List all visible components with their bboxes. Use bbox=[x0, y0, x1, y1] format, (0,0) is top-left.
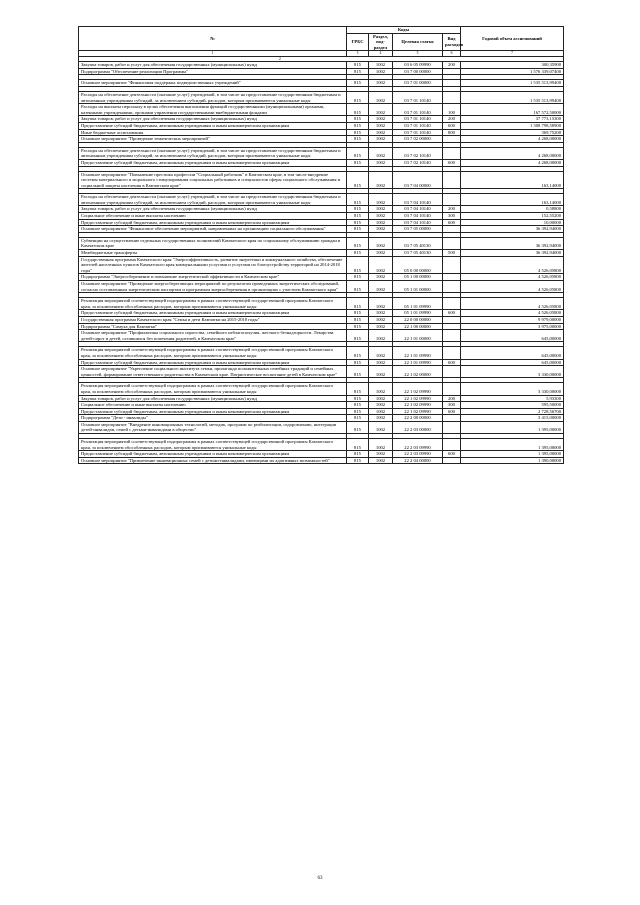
row-expense-type bbox=[443, 281, 461, 293]
row-amount: 152,55200 bbox=[461, 213, 564, 220]
table-row bbox=[79, 104, 564, 116]
row-grbs: 815 bbox=[347, 171, 369, 189]
row-target-article: 22 1 01 00000 bbox=[393, 330, 443, 342]
row-grbs: 815 bbox=[347, 402, 369, 409]
row-name: Подпрограмма "Обеспечение реализации Программы" bbox=[79, 68, 347, 75]
row-section: 1002 bbox=[369, 330, 393, 342]
row-amount: 369,75200 bbox=[461, 129, 564, 136]
table-row bbox=[79, 359, 564, 366]
row-target-article: 05 1 01 00000 bbox=[393, 281, 443, 293]
row-expense-type: 600 bbox=[443, 451, 461, 458]
row-expense-type bbox=[443, 316, 461, 323]
row-amount: 36 392,94000 bbox=[461, 237, 564, 249]
row-expense-type bbox=[443, 298, 461, 310]
row-section: 1002 bbox=[369, 136, 393, 143]
row-name: Закупка товаров, работ и услуг для обеспечения государственных (муниципальных) нужд bbox=[79, 206, 347, 213]
row-expense-type: 600 bbox=[443, 310, 461, 317]
row-expense-type: 500 bbox=[443, 250, 461, 257]
row-grbs: 815 bbox=[347, 439, 369, 451]
row-amount: 2 728,56700 bbox=[461, 408, 564, 415]
row-grbs: 815 bbox=[347, 129, 369, 136]
row-grbs: 815 bbox=[347, 226, 369, 233]
row-section: 1002 bbox=[369, 256, 393, 274]
table-row bbox=[79, 366, 564, 378]
row-expense-type: 300 bbox=[443, 213, 461, 220]
row-name: Основное мероприятие "Внедрение инновационных технологий, методик, программ по реабилитации, оздоровлению, интеграции детей-инвалидов, семей с детьми-инвалидами в общество" bbox=[79, 421, 347, 433]
row-section: 1002 bbox=[369, 80, 393, 87]
row-amount: 4 268,00000 bbox=[461, 147, 564, 159]
header-grbs: ГРБС bbox=[347, 33, 369, 51]
row-target-article: 03 7 02 10140 bbox=[393, 147, 443, 159]
budget-table bbox=[78, 26, 564, 464]
row-section: 1002 bbox=[369, 451, 393, 458]
row-target-article: 03 7 02 10140 bbox=[393, 159, 443, 166]
row-expense-type: 200 bbox=[443, 206, 461, 213]
row-section: 1002 bbox=[369, 274, 393, 281]
row-grbs: 815 bbox=[347, 122, 369, 129]
table-row bbox=[79, 310, 564, 317]
row-target-article: 03 7 01 10140 bbox=[393, 116, 443, 123]
row-section: 1002 bbox=[369, 281, 393, 293]
row-grbs: 815 bbox=[347, 323, 369, 330]
row-grbs: 815 bbox=[347, 206, 369, 213]
row-target-article: 03 7 05 40130 bbox=[393, 237, 443, 249]
row-section: 1002 bbox=[369, 316, 393, 323]
table-row bbox=[79, 281, 564, 293]
row-grbs: 815 bbox=[347, 68, 369, 75]
row-section: 1002 bbox=[369, 226, 393, 233]
table-header bbox=[79, 27, 564, 62]
row-target-article: 05 1 01 09990 bbox=[393, 298, 443, 310]
table-row bbox=[79, 68, 564, 75]
table-row bbox=[79, 226, 564, 233]
row-expense-type bbox=[443, 421, 461, 433]
row-expense-type bbox=[443, 136, 461, 143]
header-target: Целевая статья bbox=[393, 33, 443, 51]
row-amount: 3 330,00000 bbox=[461, 366, 564, 378]
row-grbs: 815 bbox=[347, 359, 369, 366]
table-row bbox=[79, 219, 564, 226]
row-amount: 163,14000 bbox=[461, 194, 564, 206]
row-target-article: 03 7 02 00000 bbox=[393, 136, 443, 143]
row-name: Предоставление субсидий бюджетным, автономным учреждениям и иным некоммерческим организациям bbox=[79, 451, 347, 458]
header-index-5: 5 bbox=[393, 51, 443, 56]
header-number: № bbox=[79, 27, 347, 51]
row-name: Основное мероприятие "Укрепление социального института семьи, пропаганда положительных семейных традиций и семейных ценностей, формирование ответственного родительства в Камчатском крае. Патриотическое воспитание детей в Камчатском крае" bbox=[79, 366, 347, 378]
row-amount: 37 773,15300 bbox=[461, 116, 564, 123]
row-section: 1002 bbox=[369, 415, 393, 422]
row-grbs: 815 bbox=[347, 219, 369, 226]
row-amount: 4 268,00000 bbox=[461, 136, 564, 143]
row-expense-type bbox=[443, 330, 461, 342]
header-index-7: 7 bbox=[461, 51, 564, 56]
table-row bbox=[79, 62, 564, 69]
table-row bbox=[79, 237, 564, 249]
row-amount: 1 395,00000 bbox=[461, 451, 564, 458]
row-section: 1002 bbox=[369, 194, 393, 206]
row-name: Предоставление субсидий бюджетным, автономным учреждениям и иным некоммерческим организациям bbox=[79, 408, 347, 415]
row-name: Реализация мероприятий соответствующей подпрограммы в рамках соответствующей государственной программы Камчатского края, за исключением обособленных расходов, которым присваиваются уникальные коды bbox=[79, 347, 347, 359]
row-name: Основное мероприятие "Проведение энергосберегающих мероприятий по результатам проведенных энергетических обследований, согласно составленным энергетическим паспортам и программам энергосбережения в организациях с участием Камчатского края" bbox=[79, 281, 347, 293]
table-row bbox=[79, 136, 564, 143]
row-name: Предоставление субсидий бюджетным, автономным учреждениям и иным некоммерческим организациям bbox=[79, 359, 347, 366]
row-target-article: 22 1 02 09990 bbox=[393, 383, 443, 395]
table-row bbox=[79, 347, 564, 359]
row-name: Подпрограмма "Самуха для Камчатки" bbox=[79, 323, 347, 330]
row-amount: 5,93300 bbox=[461, 395, 564, 402]
row-expense-type bbox=[443, 323, 461, 330]
table-row bbox=[79, 213, 564, 220]
row-expense-type: 300 bbox=[443, 402, 461, 409]
row-grbs: 815 bbox=[347, 250, 369, 257]
row-expense-type bbox=[443, 171, 461, 189]
row-target-article: 22 1 02 09990 bbox=[393, 402, 443, 409]
row-grbs: 815 bbox=[347, 383, 369, 395]
row-amount: 1 576 339,07400 bbox=[461, 68, 564, 75]
row-name: Социальное обеспечение и иные выплаты населению bbox=[79, 402, 347, 409]
row-section: 1002 bbox=[369, 366, 393, 378]
row-grbs: 815 bbox=[347, 91, 369, 103]
row-expense-type bbox=[443, 383, 461, 395]
page-number: 63 bbox=[317, 876, 323, 881]
row-grbs: 815 bbox=[347, 274, 369, 281]
row-grbs: 815 bbox=[347, 194, 369, 206]
row-section: 1002 bbox=[369, 104, 393, 116]
row-name: Основное мероприятие "Повышение престижа профессии "Социальный работник" в Камчатском крае, в том числе внедрение системы материального и морального стимулирования социальных работников и специалистов сферы социального обслуживания и социальной защиты населения в Камчатском крае" bbox=[79, 171, 347, 189]
row-name: Иные бюджетные ассигнования bbox=[79, 129, 347, 136]
table-row bbox=[79, 421, 564, 433]
table-row bbox=[79, 415, 564, 422]
row-section: 1002 bbox=[369, 147, 393, 159]
row-name: Основное мероприятие "Финансовое обеспечение мероприятий, направленных на организацию социального обслуживания" bbox=[79, 226, 347, 233]
row-target-article: 03 7 04 00000 bbox=[393, 171, 443, 189]
row-expense-type bbox=[443, 91, 461, 103]
row-amount: 3 415,00000 bbox=[461, 415, 564, 422]
table-row bbox=[79, 80, 564, 87]
row-expense-type bbox=[443, 147, 461, 159]
row-section: 1002 bbox=[369, 298, 393, 310]
row-expense-type: 200 bbox=[443, 62, 461, 69]
row-name: Реализация мероприятий соответствующей подпрограммы в рамках соответствующей государственной программы Камчатского края, за исключением обособленных расходов, которым присваиваются уникальные коды bbox=[79, 298, 347, 310]
table-row bbox=[79, 451, 564, 458]
row-target-article: 22 1 01 09990 bbox=[393, 359, 443, 366]
row-amount: 4 526,05800 bbox=[461, 274, 564, 281]
row-name: Межбюджетные трансферты bbox=[79, 250, 347, 257]
row-name: Закупка товаров, работ и услуг для обеспечения государственных (муниципальных) нужд bbox=[79, 116, 347, 123]
row-section: 1002 bbox=[369, 116, 393, 123]
row-target-article: 05 1 01 09990 bbox=[393, 310, 443, 317]
row-target-article: 22 2 03 09990 bbox=[393, 451, 443, 458]
row-target-article: 03 7 01 00000 bbox=[393, 80, 443, 87]
header-index-6: 6 bbox=[443, 51, 461, 56]
row-expense-type bbox=[443, 366, 461, 378]
table-row bbox=[79, 323, 564, 330]
row-target-article: 03 7 01 10140 bbox=[393, 104, 443, 116]
row-grbs: 815 bbox=[347, 408, 369, 415]
row-section: 1002 bbox=[369, 129, 393, 136]
row-grbs: 815 bbox=[347, 237, 369, 249]
row-expense-type bbox=[443, 347, 461, 359]
table-row bbox=[79, 116, 564, 123]
row-target-article: 03 7 04 10140 bbox=[393, 194, 443, 206]
row-target-article: 03 7 00 00000 bbox=[393, 68, 443, 75]
row-amount: 10,00000 bbox=[461, 219, 564, 226]
table-row bbox=[79, 395, 564, 402]
row-grbs: 815 bbox=[347, 415, 369, 422]
row-name: Расходы на обеспечение деятельности (оказание услуг) учреждений, в том числе на предоставление государственным бюджетным и автономным учреждениям субсидий, за исключением субсидий, расходов, которым присваиваются уникальные коды bbox=[79, 194, 347, 206]
row-name: Субвенции на осуществление отдельных государственных полномочий Камчатского края по социальному обслуживанию граждан в Камчатском крае bbox=[79, 237, 347, 249]
row-section: 1002 bbox=[369, 68, 393, 75]
row-target-article: 03 7 01 10140 bbox=[393, 129, 443, 136]
row-name: Реализация мероприятий соответствующей подпрограммы в рамках соответствующей государственной программы Камчатского края, за исключением обособленных расходов, которым присваиваются уникальные коды bbox=[79, 383, 347, 395]
table-row bbox=[79, 206, 564, 213]
row-grbs: 815 bbox=[347, 159, 369, 166]
row-target-article: 22 2 04 00000 bbox=[393, 457, 443, 464]
row-grbs: 815 bbox=[347, 136, 369, 143]
row-name: Основное мероприятие "Профилактика социального сиротства, семейного неблагополучия, жесткого безнадзорности. Лекарства детей-сирот и детей, оставшихся без попечения родителей, в Камчатском крае" bbox=[79, 330, 347, 342]
table-row bbox=[79, 457, 564, 464]
table-row bbox=[79, 129, 564, 136]
row-amount: 9 979,00000 bbox=[461, 316, 564, 323]
row-section: 1002 bbox=[369, 395, 393, 402]
row-section: 1002 bbox=[369, 62, 393, 69]
row-target-article: 05 0 00 00000 bbox=[393, 256, 443, 274]
row-expense-type bbox=[443, 415, 461, 422]
row-grbs: 815 bbox=[347, 347, 369, 359]
row-target-article: 22 1 02 09990 bbox=[393, 408, 443, 415]
row-expense-type: 200 bbox=[443, 395, 461, 402]
row-section: 1002 bbox=[369, 250, 393, 257]
row-amount: 36 392,94000 bbox=[461, 226, 564, 233]
header-codes: Коды bbox=[347, 27, 461, 34]
header-exptype: Вид расходов bbox=[443, 33, 461, 51]
row-section: 1002 bbox=[369, 213, 393, 220]
row-section: 1002 bbox=[369, 171, 393, 189]
row-grbs: 815 bbox=[347, 421, 369, 433]
row-amount: 645,00000 bbox=[461, 347, 564, 359]
table-row bbox=[79, 408, 564, 415]
table-row bbox=[79, 383, 564, 395]
row-grbs: 815 bbox=[347, 310, 369, 317]
row-section: 1002 bbox=[369, 219, 393, 226]
row-target-article: 03 7 04 10140 bbox=[393, 206, 443, 213]
row-name: Государственная программа Камчатского края "Энергоэффективность, развитие энергетики и коммунального хозяйства, обеспечение жителей населенных пунктов Камчатского края коммунальными услугами и услугами по благоустройству территорий на 2014-2018 годы" bbox=[79, 256, 347, 274]
row-grbs: 815 bbox=[347, 80, 369, 87]
table-row bbox=[79, 256, 564, 274]
row-name: Расходы на обеспечение деятельности (оказание услуг) учреждений, в том числе на предоставление государственным бюджетным и автономным учреждениям субсидий, за исключением субсидий, расходов, которым присваиваются уникальные коды bbox=[79, 147, 347, 159]
row-expense-type bbox=[443, 457, 461, 464]
row-target-article: 03 7 01 10140 bbox=[393, 122, 443, 129]
row-section: 1002 bbox=[369, 122, 393, 129]
row-section: 1002 bbox=[369, 402, 393, 409]
row-amount: 167 572,50000 bbox=[461, 104, 564, 116]
row-section: 1002 bbox=[369, 91, 393, 103]
row-expense-type: 100 bbox=[443, 104, 461, 116]
row-grbs: 815 bbox=[347, 256, 369, 274]
row-target-article: 22 0 00 00000 bbox=[393, 316, 443, 323]
row-grbs: 815 bbox=[347, 366, 369, 378]
row-expense-type bbox=[443, 68, 461, 75]
row-amount: 36 392,94000 bbox=[461, 250, 564, 257]
row-expense-type: 600 bbox=[443, 122, 461, 129]
table-row bbox=[79, 122, 564, 129]
row-grbs: 815 bbox=[347, 457, 369, 464]
row-name: Закупка товаров, работ и услуг для обеспечения государственных (муниципальных) нужд bbox=[79, 62, 347, 69]
row-amount: 1 390,00000 bbox=[461, 457, 564, 464]
header-index-4: 4 bbox=[369, 51, 393, 56]
row-name: Расходы на выплаты персоналу в целях обеспечения выполнения функций государственными (муниципальными) органами, казенными учреждениями, органами управления государственными внебюджетными фондами bbox=[79, 104, 347, 116]
header-index-2: 2 bbox=[79, 56, 564, 61]
table-row bbox=[79, 330, 564, 342]
row-name: Расходы на обеспечение деятельности (оказание услуг) учреждений, в том числе на предоставление государственным бюджетным и автономным учреждениям субсидий, за исключением субсидий, расходов, которым присваиваются уникальные коды bbox=[79, 91, 347, 103]
row-name: Основное мероприятие "Финансовая поддержка подведомственных учреждений" bbox=[79, 80, 347, 87]
row-grbs: 815 bbox=[347, 116, 369, 123]
row-expense-type bbox=[443, 80, 461, 87]
row-name: Социальное обеспечение и иные выплаты населению bbox=[79, 213, 347, 220]
row-section: 1002 bbox=[369, 237, 393, 249]
table-row bbox=[79, 439, 564, 451]
row-grbs: 815 bbox=[347, 316, 369, 323]
row-target-article: 03 7 04 10140 bbox=[393, 213, 443, 220]
row-grbs: 815 bbox=[347, 395, 369, 402]
row-expense-type bbox=[443, 194, 461, 206]
table-row bbox=[79, 147, 564, 159]
row-amount: 300,35900 bbox=[461, 62, 564, 69]
table-row bbox=[79, 194, 564, 206]
row-name: Предоставление субсидий бюджетным, автономным учреждениям и иным некоммерческим организациям bbox=[79, 122, 347, 129]
row-amount: 163,14000 bbox=[461, 171, 564, 189]
row-grbs: 815 bbox=[347, 104, 369, 116]
row-name: Реализация мероприятий соответствующей подпрограммы в рамках соответствующей государственной программы Камчатского края, за исключением обособленных расходов, которым присваиваются уникальные коды bbox=[79, 439, 347, 451]
row-section: 1002 bbox=[369, 359, 393, 366]
table-row bbox=[79, 250, 564, 257]
row-amount: 4 526,05800 bbox=[461, 298, 564, 310]
row-target-article: 22 2 03 00000 bbox=[393, 421, 443, 433]
row-section: 1002 bbox=[369, 439, 393, 451]
row-amount: 595,50000 bbox=[461, 402, 564, 409]
table-row bbox=[79, 402, 564, 409]
row-amount: 4 526,05800 bbox=[461, 310, 564, 317]
row-target-article: 22 1 02 00000 bbox=[393, 366, 443, 378]
row-target-article: 03 7 01 10140 bbox=[393, 91, 443, 103]
row-expense-type: 600 bbox=[443, 359, 461, 366]
header-amount: Годовой объем ассигнований bbox=[461, 27, 564, 51]
table-row bbox=[79, 316, 564, 323]
row-section: 1002 bbox=[369, 323, 393, 330]
row-target-article: 03 6 05 09990 bbox=[393, 62, 443, 69]
row-name: Основное мероприятие "Привлечение инновационных семей с детьми-инвалидами, имеющими их адаптивных возможностей" bbox=[79, 457, 347, 464]
row-name: Подпрограмма "Дети - инвалиды" bbox=[79, 415, 347, 422]
row-section: 1002 bbox=[369, 347, 393, 359]
table-row bbox=[79, 298, 564, 310]
row-section: 1002 bbox=[369, 310, 393, 317]
row-amount: 645,00000 bbox=[461, 330, 564, 342]
row-amount: 4 526,05800 bbox=[461, 256, 564, 274]
row-target-article: 22 1 01 09990 bbox=[393, 347, 443, 359]
row-amount: 1 395,00000 bbox=[461, 421, 564, 433]
row-name: Предоставление субсидий бюджетным, автономным учреждениям и иным некоммерческим организациям bbox=[79, 219, 347, 226]
row-target-article: 22 2 03 09990 bbox=[393, 439, 443, 451]
row-section: 1002 bbox=[369, 457, 393, 464]
table-row bbox=[79, 159, 564, 166]
row-expense-type bbox=[443, 274, 461, 281]
row-section: 1002 bbox=[369, 408, 393, 415]
row-grbs: 815 bbox=[347, 451, 369, 458]
row-expense-type: 200 bbox=[443, 116, 461, 123]
table-row bbox=[79, 171, 564, 189]
row-grbs: 815 bbox=[347, 330, 369, 342]
row-name: Государственная программа Камчатского края "Семья и дети Камчатки на 2015-2018 годы" bbox=[79, 316, 347, 323]
table-row bbox=[79, 91, 564, 103]
budget-table-page bbox=[78, 26, 563, 464]
row-section: 1002 bbox=[369, 159, 393, 166]
row-expense-type bbox=[443, 439, 461, 451]
row-amount: 3 975,00000 bbox=[461, 323, 564, 330]
header-index-3: 3 bbox=[347, 51, 369, 56]
row-expense-type bbox=[443, 226, 461, 233]
row-grbs: 815 bbox=[347, 281, 369, 293]
row-name: Закупка товаров, работ и услуг для обеспечения государственных (муниципальных) нужд bbox=[79, 395, 347, 402]
row-expense-type: 600 bbox=[443, 408, 461, 415]
row-expense-type: 800 bbox=[443, 129, 461, 136]
row-expense-type: 600 bbox=[443, 219, 461, 226]
row-target-article: 22 2 00 00000 bbox=[393, 415, 443, 422]
row-target-article: 05 1 00 00000 bbox=[393, 274, 443, 281]
row-section: 1002 bbox=[369, 206, 393, 213]
row-target-article: 03 7 04 10140 bbox=[393, 219, 443, 226]
row-target-article: 22 1 00 00000 bbox=[393, 323, 443, 330]
row-expense-type: 600 bbox=[443, 159, 461, 166]
row-amount: 645,00000 bbox=[461, 359, 564, 366]
row-name: Предоставление субсидий бюджетным, автономным учреждениям и иным некоммерческим организациям bbox=[79, 159, 347, 166]
table-body bbox=[79, 62, 564, 464]
row-amount: 4 268,00000 bbox=[461, 159, 564, 166]
row-section: 1002 bbox=[369, 421, 393, 433]
row-amount: 0,58800 bbox=[461, 206, 564, 213]
row-amount: 4 526,05800 bbox=[461, 281, 564, 293]
row-amount: 1 535 513,99400 bbox=[461, 80, 564, 87]
row-amount: 1 308 798,58900 bbox=[461, 122, 564, 129]
row-target-article: 03 7 05 40130 bbox=[393, 250, 443, 257]
row-grbs: 815 bbox=[347, 147, 369, 159]
row-grbs: 815 bbox=[347, 298, 369, 310]
header-index-1: 1 bbox=[79, 51, 347, 56]
row-grbs: 815 bbox=[347, 62, 369, 69]
row-name: Основное мероприятие "Проведение тематических мероприятий" bbox=[79, 136, 347, 143]
header-section: Раздел, под-раздел bbox=[369, 33, 393, 51]
row-expense-type bbox=[443, 237, 461, 249]
table-row bbox=[79, 274, 564, 281]
row-section: 1002 bbox=[369, 383, 393, 395]
row-amount: 3 330,00000 bbox=[461, 383, 564, 395]
row-name: Подпрограмма "Энергосбережение и повышение энергетической эффективности в Камчатском крае" bbox=[79, 274, 347, 281]
row-target-article: 03 7 05 00000 bbox=[393, 226, 443, 233]
row-target-article: 22 1 02 09990 bbox=[393, 395, 443, 402]
row-grbs: 815 bbox=[347, 213, 369, 220]
row-name: Предоставление субсидий бюджетным, автономным учреждениям и иным некоммерческим организациям bbox=[79, 310, 347, 317]
row-amount: 1 395,00000 bbox=[461, 439, 564, 451]
row-amount: 1 535 513,99400 bbox=[461, 91, 564, 103]
row-expense-type bbox=[443, 256, 461, 274]
